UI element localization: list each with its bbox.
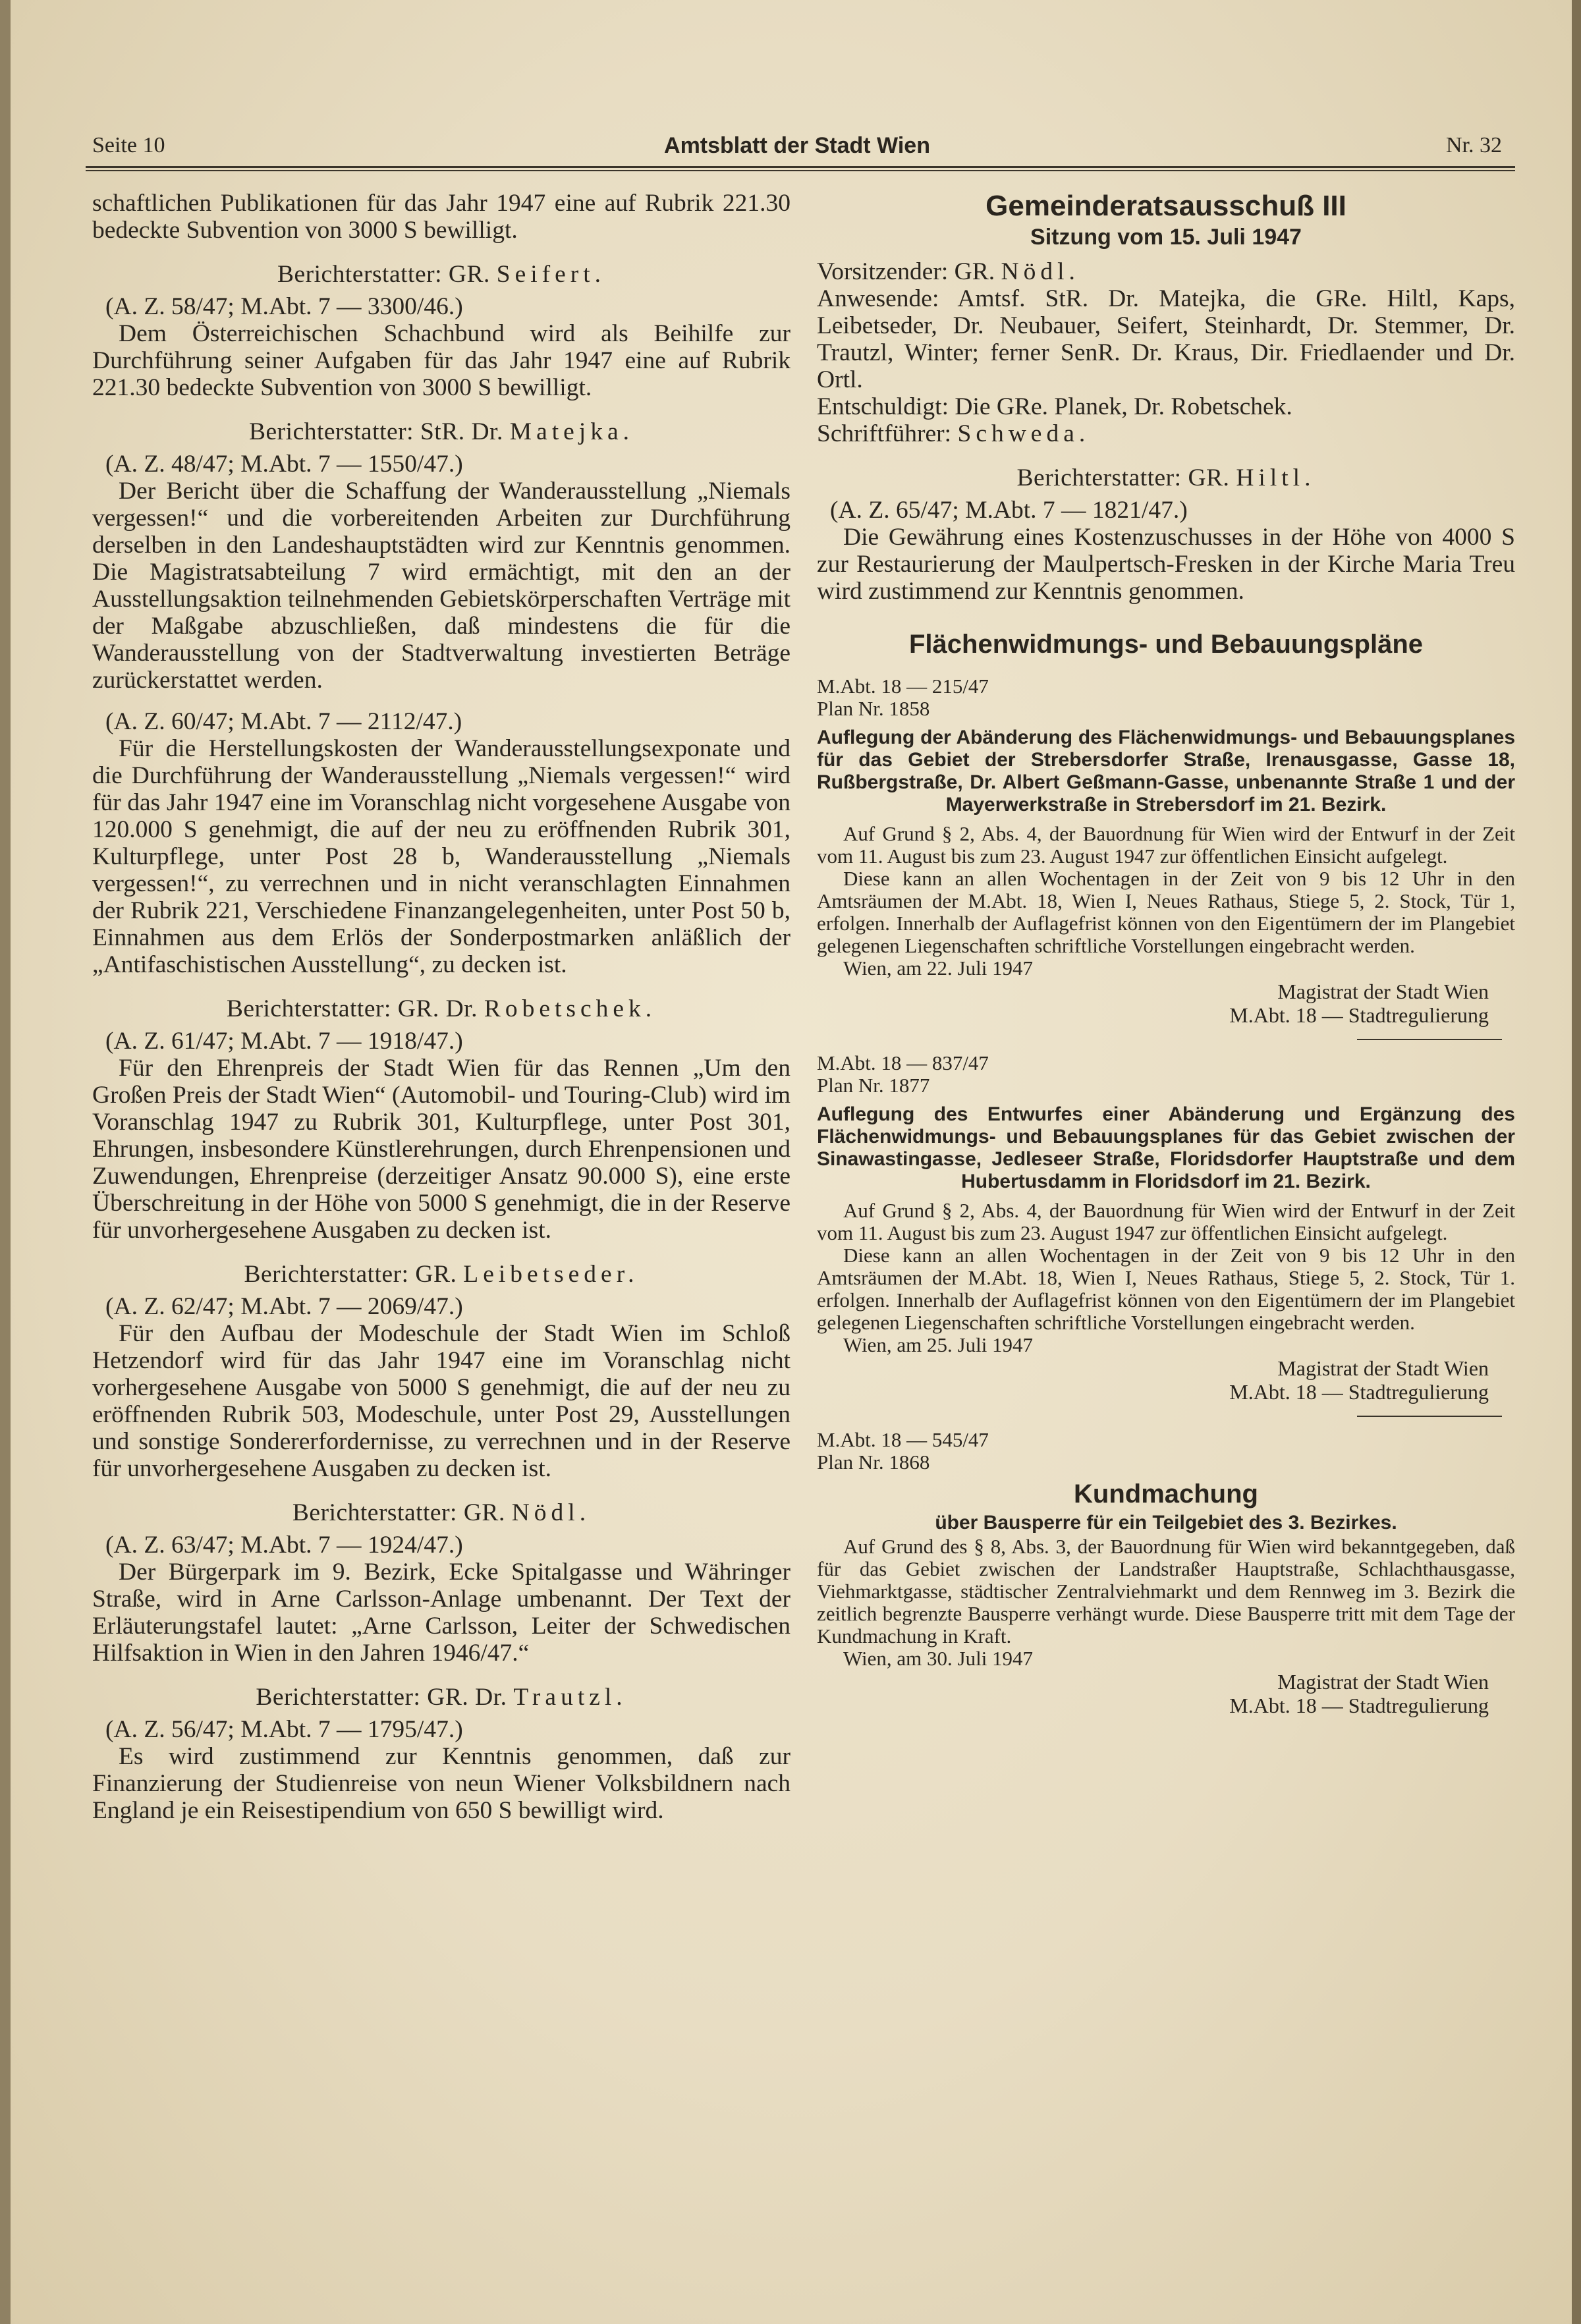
session-date: Sitzung vom 15. Juli 1947 — [1030, 225, 1302, 250]
paragraph: Auf Grund des § 8, Abs. 3, der Bauordnung für Wien wird bekanntgegeben, daß für das Gebiet zwischen der Landstraßer Hauptstraße, Schlachthausgasse, Viehmarktgasse, städtischer Zentralviehmarkt und dem Rennweg im 3. Bezirk die zeitlich begrenzte Bausperre verhängt wurde. Diese Bausperre tritt mit dem Tage der Kundmachung in Kraft. — [817, 1535, 1515, 1647]
paragraph: Die Gewährung eines Kostenzuschusses in der Höhe von 4000 S zur Restaurierung der Maulpertsch-Fresken in der Kirche Maria Treu wird zustimmend zur Kenntnis genommen. — [817, 524, 1515, 605]
paragraph: Für den Ehrenpreis der Stadt Wien für das Rennen „Um den Großen Preis der Stadt Wien“ (Automobil- und Touring-Club) wird im Voranschlag 1947 zu Rubrik 301, Kulturpflege, unter Post 301, Ehrungen, insbesondere Künstlerehrungen, durch Ehrenpensionen und Zuwendungen, Ehrenpreise (derzeitiger Ansatz 90.000 S), eine erste Überschreitung in der Höhe von 5000 S genehmigt, die in der Reserve für unvorhergesehene Ausgaben zu decken ist. — [92, 1055, 790, 1244]
signature-line: Magistrat der Stadt Wien — [1277, 1670, 1489, 1694]
reporter-line: Berichterstatter: GR. Leibetseder. — [244, 1261, 639, 1288]
notice-divider — [1357, 1416, 1502, 1417]
reference: (A. Z. 62/47; M.Abt. 7 — 2069/47.) — [105, 1293, 463, 1320]
reporter-line: Berichterstatter: GR. Nödl. — [292, 1499, 591, 1526]
reporter-line: Berichterstatter: GR. Dr. Trautzl. — [256, 1684, 627, 1711]
reference: (A. Z. 63/47; M.Abt. 7 — 1924/47.) — [105, 1532, 463, 1559]
plan-notice-1858 — [817, 675, 1515, 1027]
reference: (A. Z. 65/47; M.Abt. 7 — 1821/47.) — [830, 497, 1188, 524]
reporter-line: Berichterstatter: StR. Dr. Matejka. — [249, 418, 634, 445]
secretary-line: Schriftführer: Schweda. — [817, 420, 1090, 447]
right-column — [817, 190, 1515, 1717]
paragraph: Es wird zustimmend zur Kenntnis genommen, daß zur Finanzierung der Studienreise von neun Wiener Volksbildnern nach England je ein Reisestipendium von 650 S bewilligt wird. — [92, 1743, 790, 1824]
plan-number: Plan Nr. 1877 — [817, 1074, 930, 1097]
notice-heading: Kundmachung — [1074, 1480, 1258, 1508]
reporter-line: Berichterstatter: GR. Dr. Robetschek. — [226, 995, 657, 1022]
plan-number: Plan Nr. 1858 — [817, 697, 930, 720]
paragraph: Der Bürgerpark im 9. Bezirk, Ecke Spitalgasse und Währinger Straße, wird in Arne Carlsson-Anlage umbenannt. Der Text der Erläuterungstafel lautet: „Arne Carlsson, Leiter der Schwedischen Hilfsaktion in Wien in den Jahren 1946/47.“ — [92, 1559, 790, 1667]
paragraph: Dem Österreichischen Schachbund wird als Beihilfe zur Durchführung seiner Aufgaben für das Jahr 1947 eine auf Rubrik 221.30 bedeckte Subvention von 3000 S bewilligt. — [92, 320, 790, 401]
page-edge-left — [0, 0, 11, 2324]
reference: (A. Z. 48/47; M.Abt. 7 — 1550/47.) — [105, 451, 463, 478]
reporter-line: Berichterstatter: GR. Hiltl. — [1016, 464, 1316, 491]
signature-dept: M.Abt. 18 — Stadtregulierung — [1229, 1380, 1489, 1404]
paragraph: Für die Herstellungskosten der Wanderausstellungsexponate und die Durchführung der Wanderausstellung „Niemals vergessen!“ wird für das Jahr 1947 eine im Voranschlag nicht vorgesehene Ausgabe von 120.000 S genehmigt, die auf der neu zu eröffnenden Rubrik 301, Kulturpflege, unter Post 28 b, Wanderausstellung „Niemals vergessen!“, zu verrechnen und in nicht veranschlagten Einnahmen der Rubrik 221, Verschiedene Finanzangelegenheiten, unter Post 50 b, Einnahmen aus dem Erlös der Sonderpostmarken anläßlich der „Antifaschistischen Ausstellung“, zu decken ist. — [92, 735, 790, 978]
signature-line: Magistrat der Stadt Wien — [1277, 1356, 1489, 1380]
header-rule — [86, 166, 1515, 168]
paragraph: Auf Grund § 2, Abs. 4, der Bauordnung für Wien wird der Entwurf in der Zeit vom 11. August bis zum 23. August 1947 zur öffentlichen Einsicht aufgelegt. — [817, 822, 1515, 868]
paragraph: Auf Grund § 2, Abs. 4, der Bauordnung für Wien wird der Entwurf in der Zeit vom 11. August bis zum 23. August 1947 zur öffentlichen Einsicht aufgelegt. — [817, 1199, 1515, 1244]
header-rule-second — [86, 170, 1515, 171]
signature-line: Magistrat der Stadt Wien — [1277, 980, 1489, 1003]
left-column — [92, 190, 790, 1824]
plan-notice-1877 — [817, 1052, 1515, 1404]
reference: (A. Z. 56/47; M.Abt. 7 — 1795/47.) — [105, 1716, 463, 1743]
notice-divider — [1357, 1039, 1502, 1040]
section-heading: Flächenwidmungs- und Bebauungspläne — [908, 630, 1424, 659]
date-line: Wien, am 22. Juli 1947 — [843, 956, 1034, 980]
paragraph: Für den Aufbau der Modeschule der Stadt Wien im Schloß Hetzendorf wird für das Jahr 1947 eine im Voranschlag nicht vorhergesehene Ausgabe von 5000 S genehmigt, die auf der neu zu eröffnenden Rubrik 503, Modeschule, unter Post 29, Ausstellungen und sonstige Sondererfordernisse, zu verrechnen und in der Reserve für unvorhergesehene Ausgaben zu decken ist. — [92, 1320, 790, 1482]
committee-title: Gemeinderatsausschuß III — [985, 190, 1346, 222]
kundmachung-notice — [817, 1429, 1515, 1717]
notice-title: Auflegung der Abänderung des Flächenwidmungs- und Bebauungsplanes für das Gebiet der Strebersdorfer Straße, Irenausgasse, Gasse 18, Rußbergstraße, Dr. Albert Geßmann-Gasse, unbenannte Straße 1 und der Mayerwerkstraße in Strebersdorf im 21. Bezirk. — [817, 727, 1515, 816]
plan-number: Plan Nr. 1868 — [817, 1451, 930, 1474]
date-line: Wien, am 25. Juli 1947 — [843, 1333, 1034, 1356]
signature-dept: M.Abt. 18 — Stadtregulierung — [1229, 1003, 1489, 1027]
reference: (A. Z. 61/47; M.Abt. 7 — 1918/47.) — [105, 1028, 463, 1055]
reference: (A. Z. 60/47; M.Abt. 7 — 2112/47.) — [105, 708, 462, 735]
department-ref: M.Abt. 18 — 545/47 — [817, 1428, 989, 1451]
excused: Entschuldigt: Die GRe. Planek, Dr. Robetschek. — [817, 393, 1292, 420]
notice-subheading: über Bausperre für ein Teilgebiet des 3. Bezirkes. — [935, 1512, 1397, 1534]
reference: (A. Z. 58/47; M.Abt. 7 — 3300/46.) — [105, 293, 463, 320]
paragraph: Der Bericht über die Schaffung der Wanderausstellung „Niemals vergessen!“ und die vorbereitenden Arbeiten zur Durchführung derselben in den Landeshauptstädten wird zur Kenntnis genommen. Die Magistratsabteilung 7 wird ermächtigt, mit den an der Ausstellungsaktion teilnehmenden Gebietskörperschaften Verträge mit der Maßgabe abzuschließen, daß mindestens die für die Wanderausstellung von der Stadtverwaltung investierten Beträge zurückerstattet werden. — [92, 478, 790, 694]
page-number: Seite 10 — [92, 133, 165, 157]
page-header — [92, 133, 1502, 166]
paragraph: Diese kann an allen Wochentagen in der Zeit von 9 bis 12 Uhr in den Amtsräumen der M.Abt. 18, Wien I, Neues Rathaus, Stiege 5, 2. Stock, Tür 1. erfolgen. Innerhalb der Auflagefrist können von den Eigentümern der im Plangebiet gelegenen Liegenschaften schriftliche Vorstellungen eingebracht werden. — [817, 1244, 1515, 1334]
signature-dept: M.Abt. 18 — Stadtregulierung — [1229, 1694, 1489, 1717]
paragraph: schaftlichen Publikationen für das Jahr 1947 eine auf Rubrik 221.30 bedeckte Subvention von 3000 S bewilligt. — [92, 190, 790, 244]
publication-title: Amtsblatt der Stadt Wien — [664, 133, 930, 158]
department-ref: M.Abt. 18 — 215/47 — [817, 675, 989, 698]
issue-number: Nr. 32 — [1446, 133, 1502, 157]
page-edge-right — [1572, 0, 1581, 2324]
chair-line: Vorsitzender: GR. Nödl. — [817, 258, 1080, 285]
paragraph: Diese kann an allen Wochentagen in der Zeit von 9 bis 12 Uhr in den Amtsräumen der M.Abt. 18, Wien I, Neues Rathaus, Stiege 5, 2. Stock, Tür 1, erfolgen. Innerhalb der Auflagefrist können von den Eigentümern der im Plangebiet gelegenen Liegenschaften schriftliche Vorstellungen eingebracht werden. — [817, 867, 1515, 957]
notice-title: Auflegung des Entwurfes einer Abänderung und Ergänzung des Flächenwidmungs- und Bebauungsplanes für das Gebiet zwischen der Sinawastingasse, Jedleseer Straße, Floridsdorfer Hauptstraße und dem Hubertusdamm in Floridsdorf im 21. Bezirk. — [817, 1103, 1515, 1192]
department-ref: M.Abt. 18 — 837/47 — [817, 1051, 989, 1074]
reporter-line: Berichterstatter: GR. Seifert. — [277, 261, 606, 288]
date-line: Wien, am 30. Juli 1947 — [843, 1647, 1034, 1670]
attendees: Anwesende: Amtsf. StR. Dr. Matejka, die GRe. Hiltl, Kaps, Leibetseder, Dr. Neubauer, Seifert, Steinhardt, Dr. Stemmer, Dr. Trautzl, Winter; ferner SenR. Dr. Kraus, Dir. Friedlaender und Dr. Ortl. — [817, 285, 1515, 393]
